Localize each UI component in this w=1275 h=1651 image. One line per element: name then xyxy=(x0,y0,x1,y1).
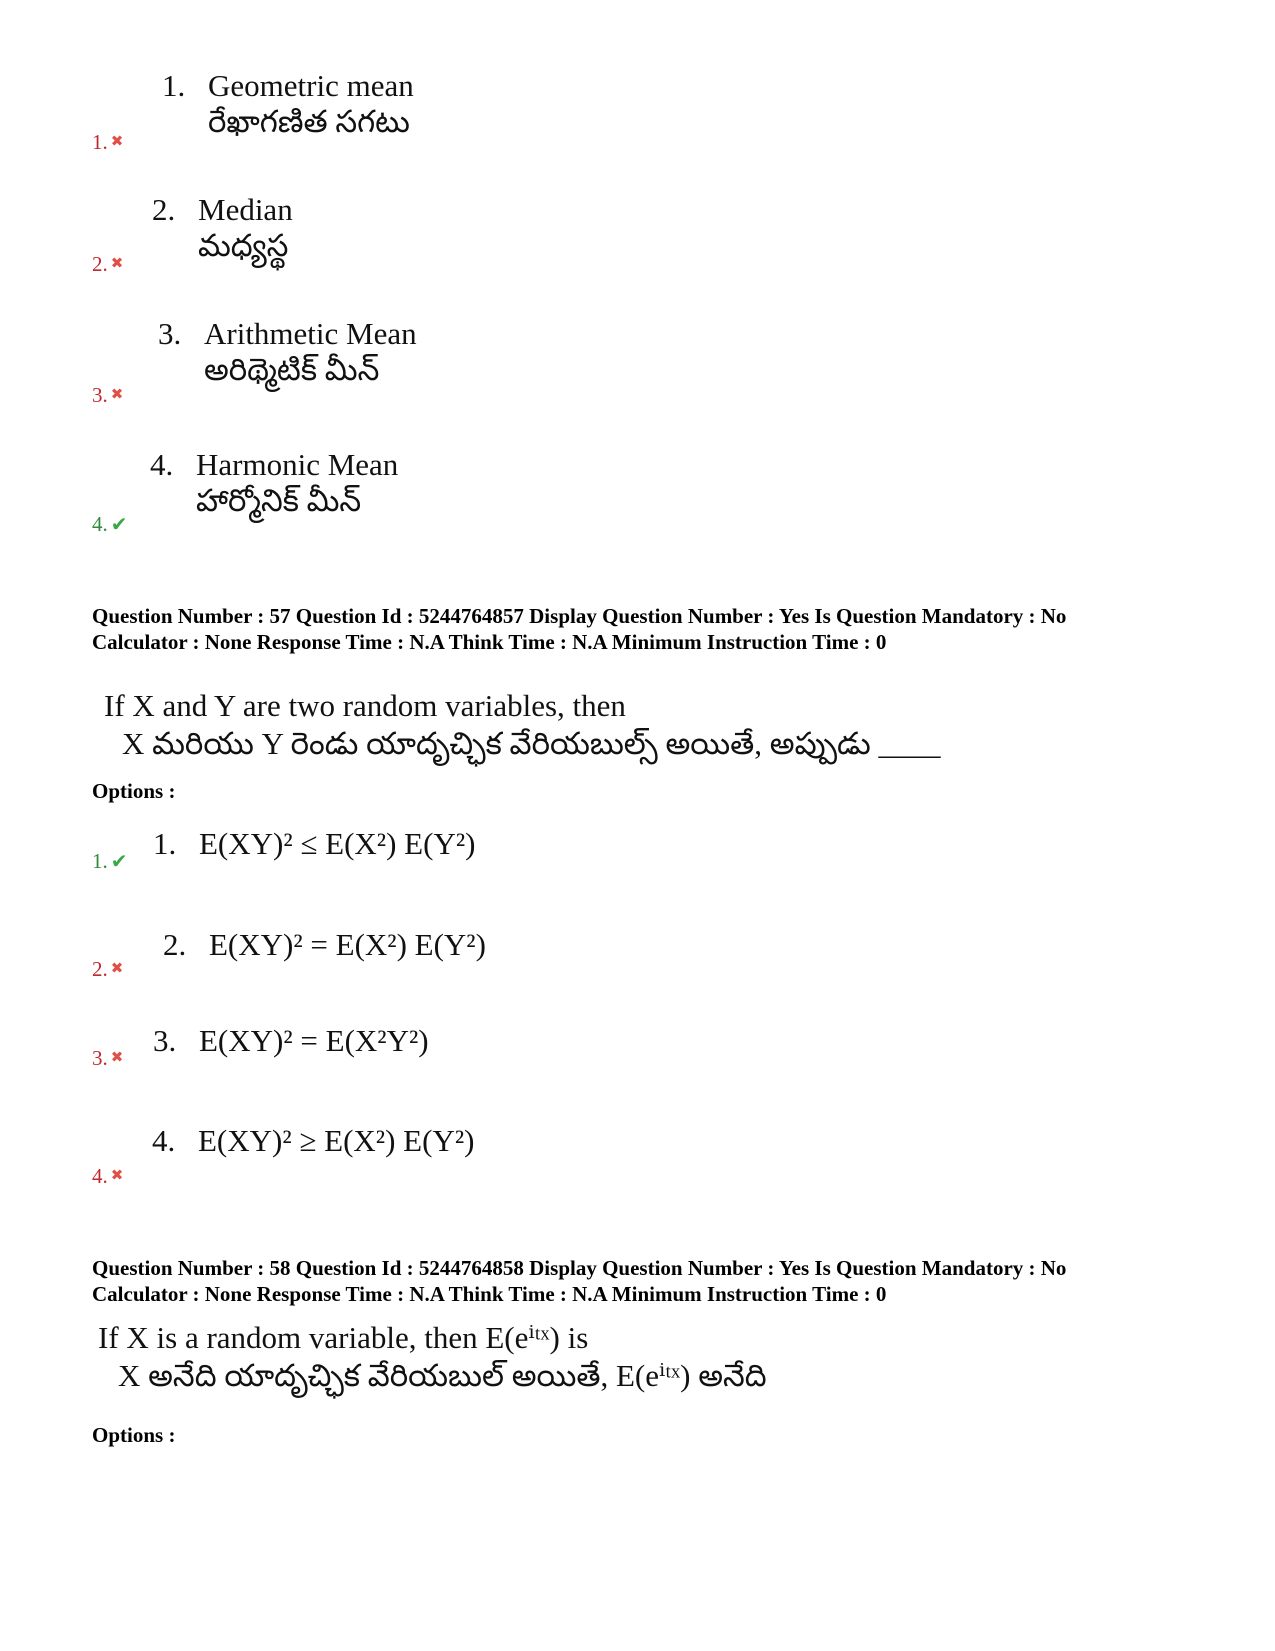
question-text-telugu: X అనేది యాదృచ్ఛిక వేరియబుల్ అయితే, E(eⁱᵗˣ) అనేది xyxy=(118,1358,767,1393)
option-english: 2. Median xyxy=(152,192,293,227)
cross-icon: ✖ xyxy=(110,1168,124,1184)
option-english: 1. Geometric mean xyxy=(162,68,414,103)
question-text-telugu: X మరియు Y రెండు యాదృచ్ఛిక వేరియబుల్స్ అయితే, అప్పుడు ____ xyxy=(122,726,941,761)
question-text-english: If X is a random variable, then E(eⁱᵗˣ) is xyxy=(98,1320,589,1355)
question-meta: Question Number : 57 Question Id : 5244764857 Display Question Number : Yes Is Question Mandatory : No Calculator : None Response Time : N.A Think Time : N.A Minimum Instruction Time : 0 xyxy=(92,604,1067,654)
option-telugu: అరిథ్మెటిక్ మీన్ xyxy=(204,352,380,387)
check-icon: ✔ xyxy=(110,851,128,873)
option-telugu: హార్మోనిక్ మీన్ xyxy=(196,483,362,518)
option-telugu: రేఖాగణిత సగటు xyxy=(208,104,410,139)
option-marker: 3. ✖ xyxy=(92,1046,124,1070)
cross-icon: ✖ xyxy=(110,256,124,272)
option-formula: 2. E(XY)² = E(X²) E(Y²) xyxy=(163,927,486,962)
option-marker: 2. ✖ xyxy=(92,957,124,981)
option-formula: 3. E(XY)² = E(X²Y²) xyxy=(153,1023,429,1058)
option-formula: 1. E(XY)² ≤ E(X²) E(Y²) xyxy=(153,826,476,861)
option-marker: 4. ✔ xyxy=(92,512,128,536)
option-marker: 3. ✖ xyxy=(92,383,124,407)
option-telugu: మధ్యస్థ xyxy=(198,228,289,263)
cross-icon: ✖ xyxy=(110,387,124,403)
question-meta: Question Number : 58 Question Id : 5244764858 Display Question Number : Yes Is Question Mandatory : No Calculator : None Response Time : N.A Think Time : N.A Minimum Instruction Time : 0 xyxy=(92,1256,1067,1306)
option-marker: 1. ✔ xyxy=(92,849,128,873)
options-label: Options : xyxy=(92,1423,176,1447)
option-marker: 4. ✖ xyxy=(92,1164,124,1188)
cross-icon: ✖ xyxy=(110,961,124,977)
check-icon: ✔ xyxy=(110,514,128,536)
options-label: Options : xyxy=(92,779,176,803)
question-text-english: If X and Y are two random variables, then xyxy=(104,688,626,723)
cross-icon: ✖ xyxy=(110,1050,124,1066)
cross-icon: ✖ xyxy=(110,134,124,150)
option-formula: 4. E(XY)² ≥ E(X²) E(Y²) xyxy=(152,1123,475,1158)
option-english: 4. Harmonic Mean xyxy=(150,447,399,482)
option-marker: 1. ✖ xyxy=(92,130,124,154)
option-marker: 2. ✖ xyxy=(92,252,124,276)
option-english: 3. Arithmetic Mean xyxy=(158,316,417,351)
